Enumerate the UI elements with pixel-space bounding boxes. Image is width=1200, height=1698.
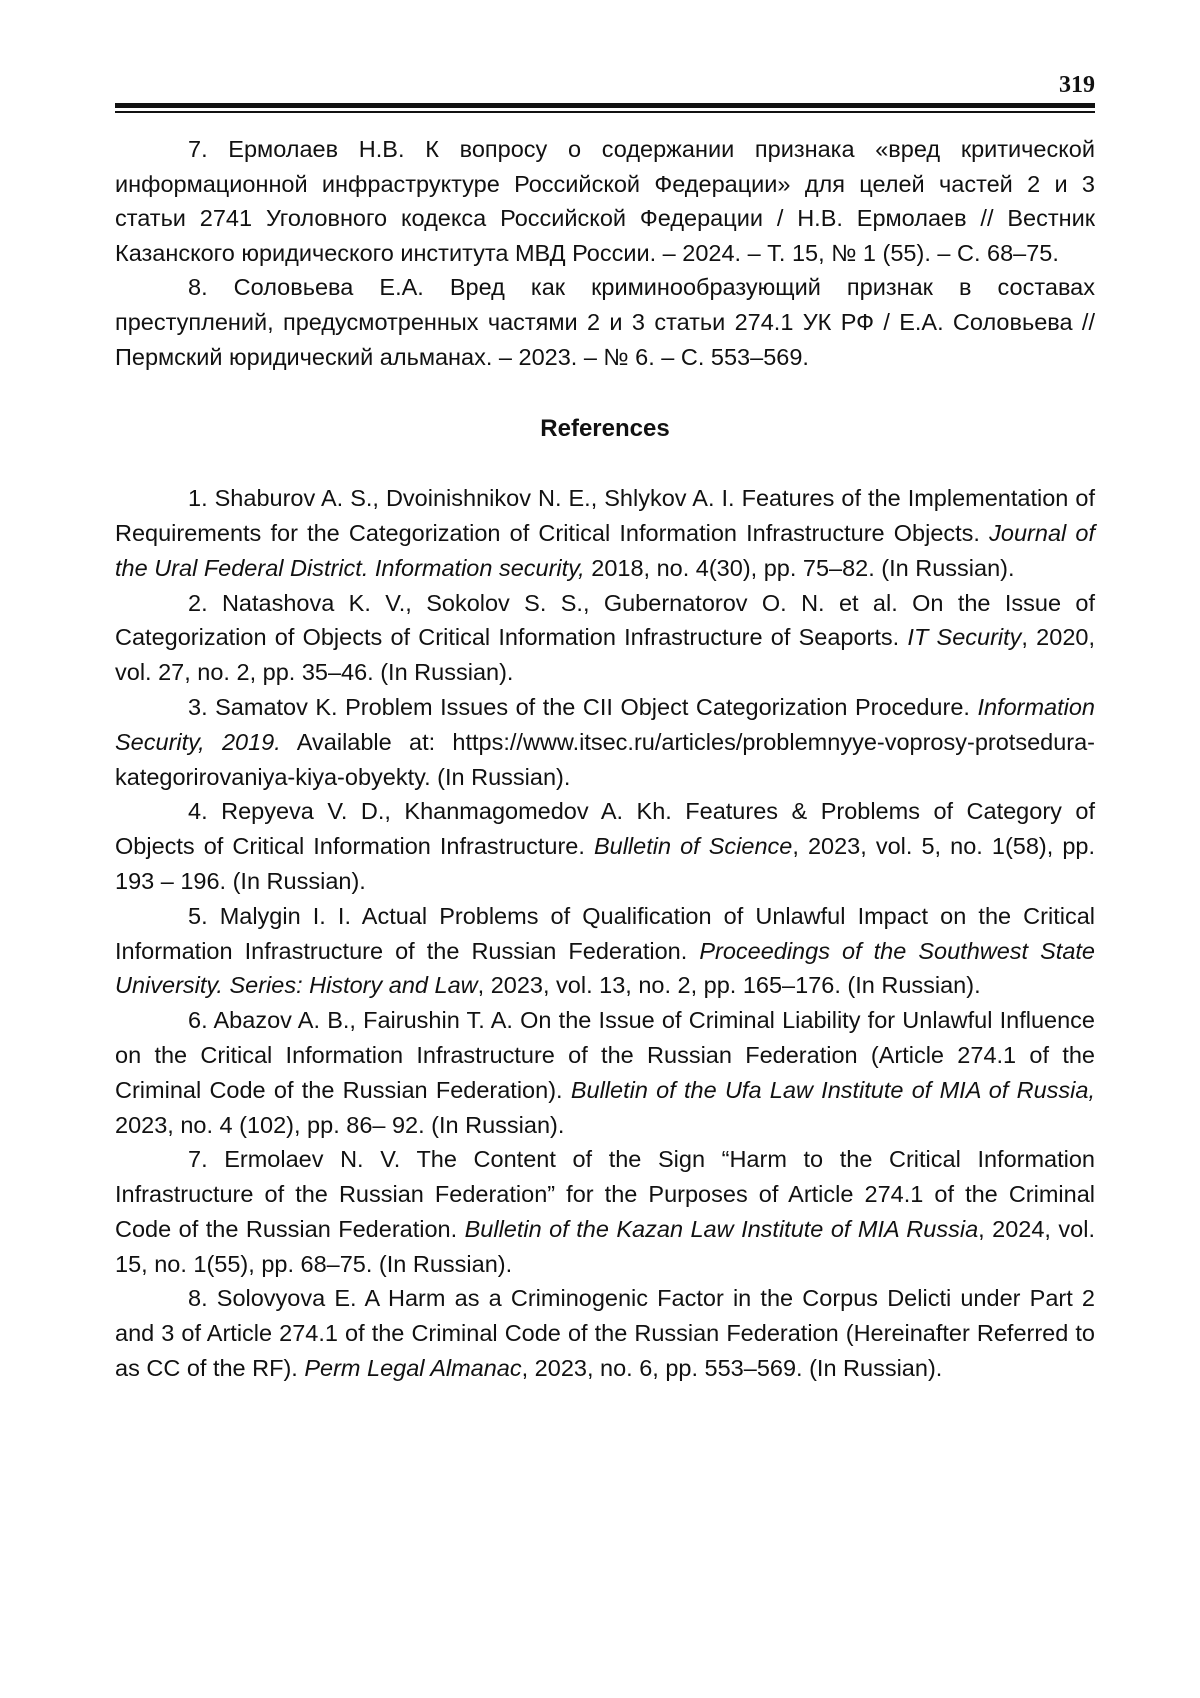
reference-text: 5. Malygin I. I. Actual Problems of Qualification of Unlawful Impact on the Critical Information Infrastructure of the Russian Federation.	[115, 902, 1095, 964]
reference-text: 8. Solovyova E. A Harm as a Criminogenic Factor in the Corpus Delicti under Part 2 and 3 of Article 274.1 of the Criminal Code of the Russian Federation (Hereinafter Referred to as CC of the RF).	[115, 1285, 1095, 1382]
reference-details: , 2020, vol. 27, no. 2, pp. 35–46. (In Russian).	[115, 624, 1095, 686]
header-rule-thick	[115, 103, 1095, 108]
reference-details: , 2023, vol. 13, no. 2, pp. 165–176. (In Russian).	[477, 972, 981, 999]
reference-item	[115, 1003, 1095, 1142]
russian-reference-item: 7. Ермолаев Н.В. К вопросу о содержании признака «вред критической информационной инфраструктуре Российской Федерации» для целей частей 2 и 3 статьи 2741 Уголовного кодекса Российской Федерации / Н.В. Ермолаев // Вестник Казанского юридического института МВД России. – 2024. – Т. 15, № 1 (55). – С. 68–75.	[115, 136, 1095, 266]
reference-text: 6. Abazov A. B., Fairushin T. A. On the Issue of Criminal Liability for Unlawful Influence on the Critical Information Infrastructure of the Russian Federation (Article 274.1 of the Criminal Code of the Russian Federation).	[115, 1007, 1095, 1103]
reference-item	[115, 586, 1095, 690]
reference-text: 1. Shaburov A. S., Dvoinishnikov N. E., Shlykov A. I. Features of the Implementation of Requirements for the Categorization of Critical Information Infrastructure Objects.	[115, 485, 1095, 546]
header-rule-thin	[115, 111, 1095, 113]
reference-journal: Perm Legal Almanac	[304, 1355, 522, 1382]
russian-reference-list	[115, 132, 1095, 374]
reference-journal: Information Security, 2019.	[115, 693, 1095, 755]
reference-journal: Proceedings of the Southwest State University. Series: History and Law	[115, 937, 1095, 999]
reference-details: 2023, no. 4 (102), pp. 86– 92. (In Russian).	[115, 1111, 565, 1138]
reference-details: Available at: https://www.itsec.ru/articles/problemnyye-voprosy-protsedura-kategorirovaniya-kiya-obyekty. (In Russian).	[115, 728, 1095, 790]
reference-journal: Bulletin of Science	[593, 833, 793, 860]
reference-journal: Journal of the Ural Federal District. Information security,	[115, 519, 1096, 581]
references-list	[115, 481, 1095, 1386]
references-heading: References	[540, 415, 670, 443]
reference-text: 2. Natashova K. V., Sokolov S. S., Gubernatorov O. N. et al. On the Issue of Categorization of Objects of Critical Information Infrastructure of Seaports.	[115, 589, 1095, 651]
reference-text: 7. Ermolaev N. V. The Content of the Sign “Harm to the Critical Information Infrastructure of the Russian Federation” for the Purposes of Article 274.1 of the Criminal Code of the Russian Federation.	[115, 1146, 1095, 1242]
reference-text: 4. Repyeva V. D., Khanmagomedov A. Kh. Features & Problems of Category of Objects of Critical Information Infrastructure.	[115, 798, 1095, 860]
reference-item	[115, 1281, 1095, 1385]
reference-item	[115, 481, 1095, 585]
reference-details: , 2023, no. 6, pp. 553–569. (In Russian).	[521, 1355, 943, 1382]
russian-reference-item: 8. Соловьева Е.А. Вред как криминообразующий признак в составах преступлений, предусмотренных частями 2 и 3 статьи 274.1 УК РФ / Е.А. Соловьева // Пермский юридический альманах. – 2023. – № 6. – С. 553–569.	[115, 274, 1095, 370]
reference-item	[115, 899, 1095, 1003]
reference-item	[115, 690, 1095, 794]
page-content	[115, 132, 1095, 1386]
reference-journal: Bulletin of the Ufa Law Institute of MIA of Russia,	[570, 1076, 1095, 1103]
reference-journal: Bulletin of the Kazan Law Institute of MIA Russia	[464, 1215, 979, 1242]
reference-details: , 2023, vol. 5, no. 1(58), pp. 193 – 196. (In Russian).	[115, 833, 1096, 894]
reference-text: 3. Samatov K. Problem Issues of the CII Object Categorization Procedure.	[188, 693, 978, 720]
reference-details: , 2024, vol. 15, no. 1(55), pp. 68–75. (In Russian).	[115, 1215, 1095, 1277]
reference-details: 2018, no. 4(30), pp. 75–82. (In Russian).	[584, 554, 1015, 581]
reference-item	[115, 1142, 1095, 1281]
page-number: 319	[1059, 72, 1095, 98]
reference-journal: IT Security	[907, 624, 1022, 651]
reference-item	[115, 794, 1095, 898]
